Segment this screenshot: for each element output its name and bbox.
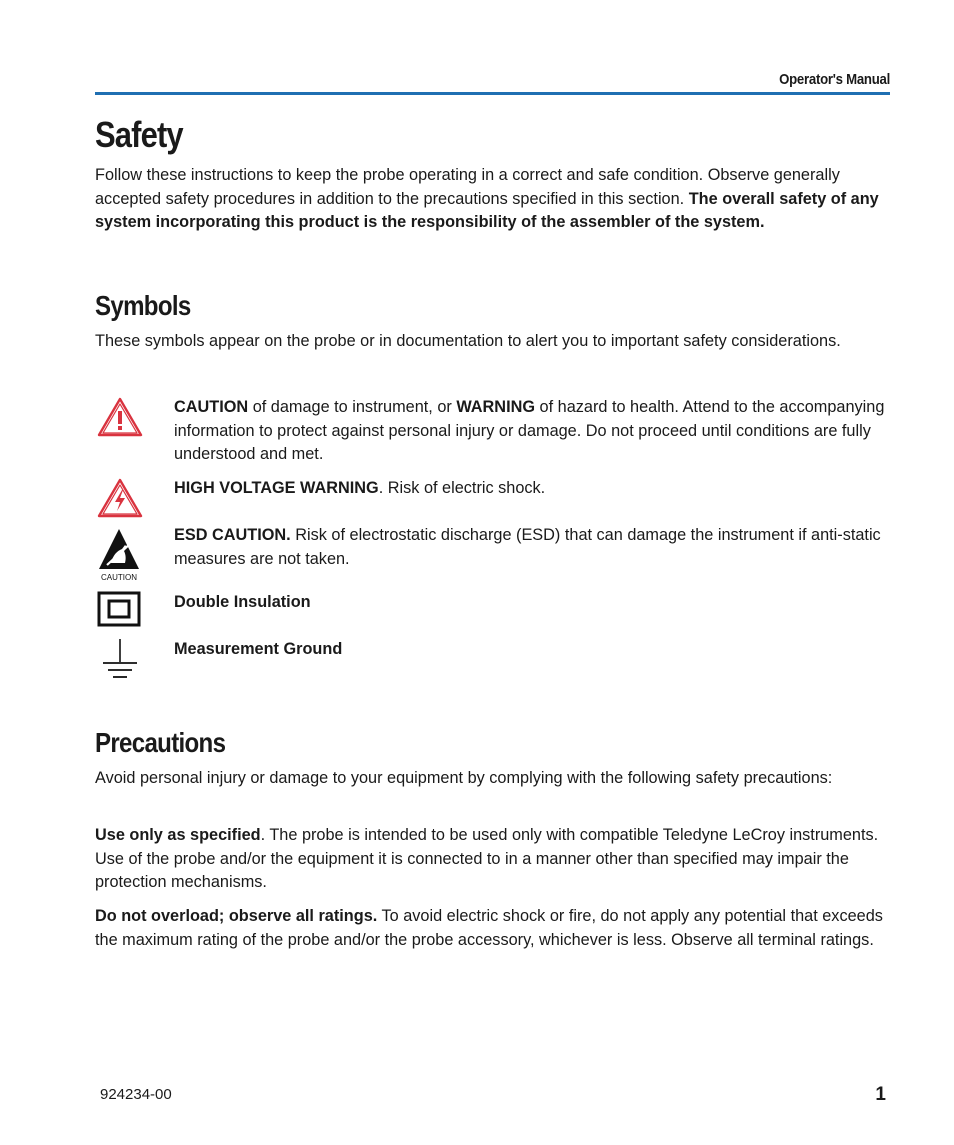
symbols-intro: These symbols appear on the probe or in documentation to alert you to important safety considerations.: [95, 332, 841, 350]
symbol-double-insulation-description: [174, 591, 890, 615]
symbol-warning-bold: WARNING: [456, 398, 536, 416]
measurement-ground-icon: [95, 638, 145, 687]
caution-triangle-icon: [95, 396, 145, 443]
symbol-caution-description: [174, 396, 890, 467]
running-header: Operator's Manual: [779, 71, 890, 88]
safety-intro: [95, 164, 890, 235]
esd-caution-icon: [95, 527, 145, 588]
precautions-intro: Avoid personal injury or damage to your equipment by complying with the following safety precautions:: [95, 769, 833, 787]
symbol-high-voltage-bold: HIGH VOLTAGE WARNING: [174, 479, 379, 497]
symbol-esd-bold: ESD CAUTION.: [174, 526, 291, 544]
document-number: 924234-00: [100, 1086, 172, 1103]
symbol-esd-description: [174, 524, 890, 571]
safety-intro-bold: The overall safety of any system incorporating this product is the responsibility of the assembler of the system.: [95, 189, 879, 232]
symbol-esd-text: Risk of electrostatic discharge (ESD) that can damage the instrument if anti-static measures are not taken.: [174, 526, 881, 568]
precautions-heading: Precautions: [95, 727, 226, 758]
symbol-caution-text1: of damage to instrument, or: [248, 398, 457, 416]
symbol-high-voltage-text: . Risk of electric shock.: [378, 479, 546, 497]
safety-heading: Safety: [95, 114, 183, 155]
precaution-do-not-overload: [95, 905, 890, 952]
symbol-caution-text2: of hazard to health. Attend to the accompanying information to protect against personal injury or damage. Do not proceed until conditions are fully understood and met.: [174, 398, 885, 464]
precaution-use-as-specified-text: . The probe is intended to be used only with compatible Teledyne LeCroy instruments. Use of the probe and/or the equipment it is connected to in a manner other than specified may impair the protection mechanisms.: [95, 826, 879, 892]
symbol-double-insulation-bold: Double Insulation: [174, 593, 311, 611]
symbol-measurement-ground-bold: Measurement Ground: [174, 640, 343, 658]
precaution-do-not-overload-text: To avoid electric shock or fire, do not apply any potential that exceeds the maximum rating of the probe and/or the probe accessory, whichever is less. Observe all terminal ratings.: [95, 907, 883, 949]
esd-icon-label: CAUTION: [101, 573, 137, 582]
symbols-heading: Symbols: [95, 290, 191, 321]
symbol-caution-bold: CAUTION: [174, 398, 249, 416]
precaution-use-as-specified-bold: Use only as specified: [95, 826, 261, 844]
high-voltage-icon: [95, 477, 145, 524]
safety-intro-text: Follow these instructions to keep the probe operating in a correct and safe condition. Observe generally accepted safety procedures in addition to the precautions specified in this section.: [95, 166, 840, 208]
header-rule: [95, 92, 890, 95]
double-insulation-icon: [95, 591, 145, 632]
symbol-measurement-ground-description: [174, 638, 890, 662]
symbol-high-voltage-description: [174, 477, 890, 501]
manual-page: [95, 0, 890, 1145]
page-number: 1: [875, 1084, 886, 1105]
precaution-do-not-overload-bold: Do not overload; observe all ratings.: [95, 907, 378, 925]
precaution-use-as-specified: [95, 824, 890, 895]
